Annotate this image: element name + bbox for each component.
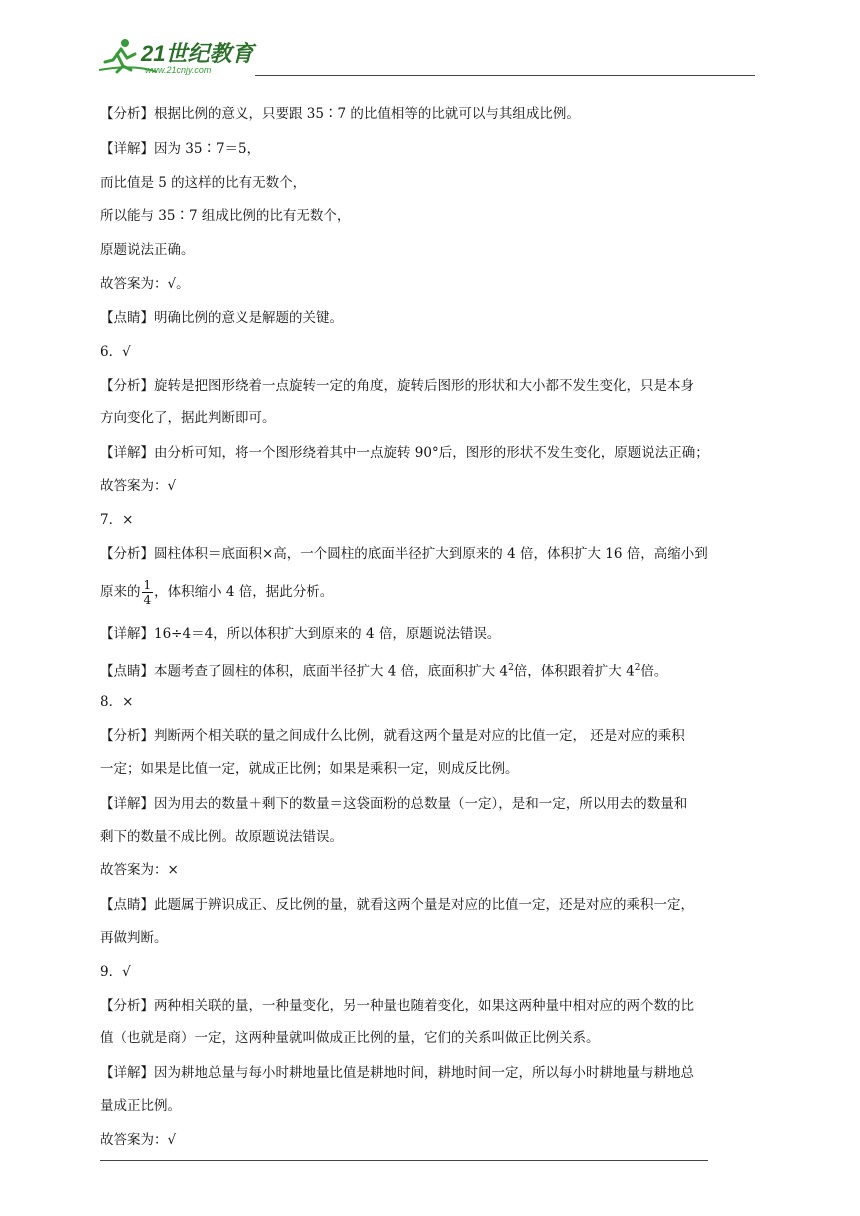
footer-rule <box>100 1160 708 1161</box>
text-line: 而比值是 5 的这样的比有无数个， <box>100 175 307 191</box>
question-number: 6．√ <box>100 344 131 360</box>
header-rule <box>255 75 755 76</box>
text-segment: 原来的 <box>100 584 141 600</box>
text-line: 量成正比例。 <box>100 1098 181 1114</box>
text-line: 【分析】两种相关联的量，一种量变化，另一种量也随着变化，如果这两种量中相对应的两个数的比 <box>100 998 694 1014</box>
text-line: 所以能与 35∶7 组成比例的比有无数个， <box>100 208 351 224</box>
text-line: 一定；如果是比值一定，就成正比例；如果是乘积一定，则成反比例。 <box>100 761 519 777</box>
text-line: 【详解】因为 35∶7＝5， <box>100 141 261 157</box>
text-line: 【分析】判断两个相关联的量之间成什么比例，就看这两个量是对应的比值一定， 还是对应的乘积 <box>100 728 685 744</box>
text-line: 剩下的数量不成比例。故原题说法错误。 <box>100 829 343 845</box>
text-line: 故答案为：√。 <box>100 276 190 292</box>
text-line: 值（也就是商）一定，这两种量就叫做成正比例的量，它们的关系叫做正比例关系。 <box>100 1030 600 1046</box>
text-segment: 倍，体积跟着扩大 4 <box>513 663 635 680</box>
text-line: 故答案为：√ <box>100 1132 177 1148</box>
text-segment: 倍。 <box>640 663 668 680</box>
text-segment: 【点睛】本题考查了圆柱的体积，底面半径扩大 4 倍，底面积扩大 4 <box>100 663 509 680</box>
fraction-denominator: 4 <box>143 593 152 607</box>
text-line: 方向变化了，据此判断即可。 <box>100 410 276 426</box>
svg-text:www.21cnjy.com: www.21cnjy.com <box>145 65 212 75</box>
text-line: 再做判断。 <box>100 930 168 946</box>
superscript: 2 <box>634 663 641 673</box>
question-number: 7．× <box>100 512 134 528</box>
text-line-with-superscript <box>100 658 667 682</box>
question-number: 9．√ <box>100 964 131 980</box>
text-line: 【详解】因为耕地总量与每小时耕地量比值是耕地时间，耕地时间一定，所以每小时耕地量与耕地总 <box>100 1065 694 1081</box>
page-header <box>95 34 755 78</box>
text-line: 【分析】根据比例的意义，只要跟 35∶7 的比值相等的比就可以与其组成比例。 <box>100 106 580 122</box>
text-line: 【分析】圆柱体积＝底面积×高，一个圆柱的底面半径扩大到原来的 4 倍，体积扩大 16 倍，高缩小到 <box>100 546 708 562</box>
text-line-with-fraction <box>100 578 333 607</box>
text-line: 【分析】旋转是把图形绕着一点旋转一定的角度，旋转后图形的形状和大小都不发生变化，只是本身 <box>100 378 694 394</box>
text-line: 【详解】因为用去的数量＋剩下的数量＝这袋面粉的总数量（一定），是和一定，所以用去的数量和 <box>100 796 688 812</box>
text-segment: ，体积缩小 4 倍，据此分析。 <box>154 584 334 600</box>
svg-text:21世纪教育: 21世纪教育 <box>141 41 254 66</box>
text-line: 【详解】由分析可知，将一个图形绕着其中一点旋转 90°后，图形的形状不发生变化，原题说法正确； <box>100 445 709 461</box>
text-line: 【详解】16÷4＝4，所以体积扩大到原来的 4 倍，原题说法错误。 <box>100 626 501 642</box>
text-line: 【点睛】明确比例的意义是解题的关键。 <box>100 310 343 326</box>
fraction-numerator: 1 <box>143 578 152 592</box>
fraction <box>142 578 154 607</box>
site-logo <box>95 34 265 78</box>
superscript: 2 <box>508 663 514 673</box>
text-line: 【点睛】此题属于辨识成正、反比例的量，就看这两个量是对应的比值一定，还是对应的乘积一定， <box>100 897 694 913</box>
text-line: 故答案为：√ <box>100 478 177 494</box>
text-line: 原题说法正确。 <box>100 242 195 258</box>
question-number: 8．× <box>100 694 134 710</box>
text-line: 故答案为：× <box>100 862 179 878</box>
